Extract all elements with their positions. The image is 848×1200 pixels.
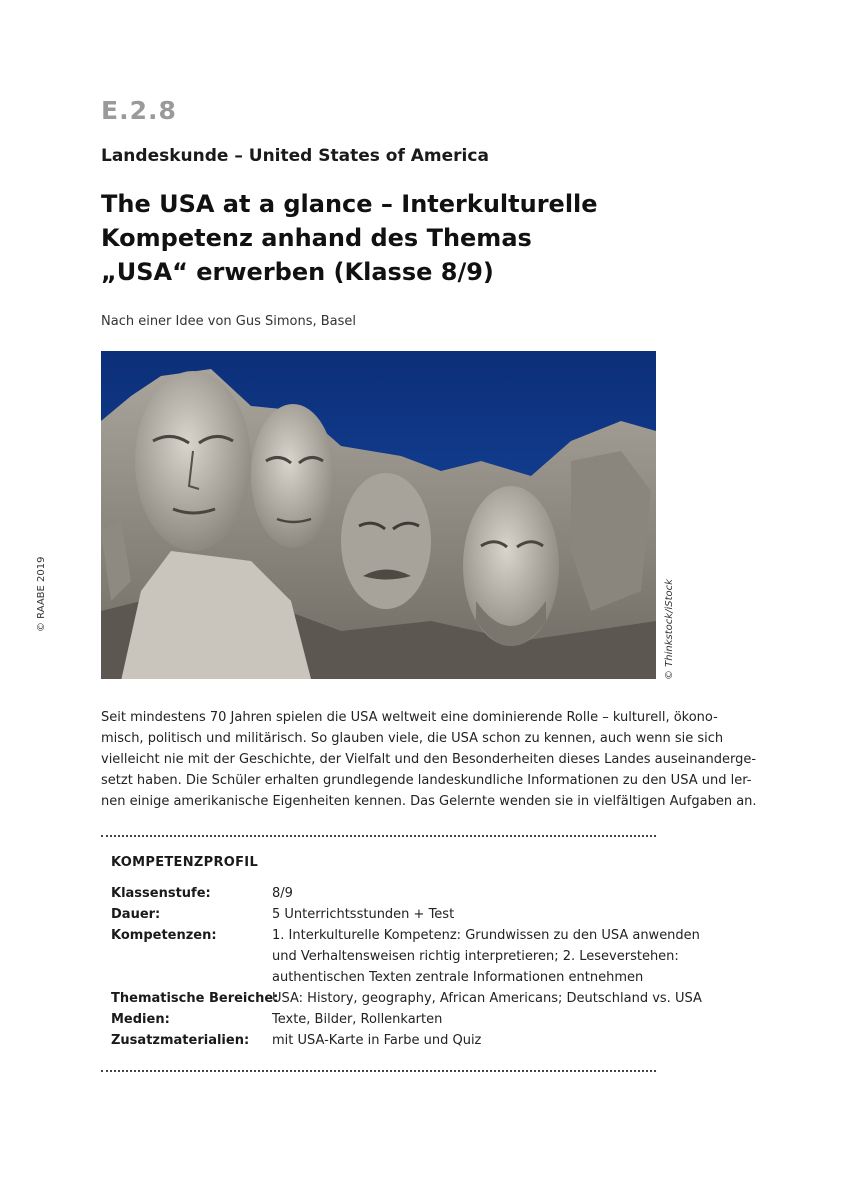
page-title	[101, 187, 661, 289]
profile-label: Thematische Bereiche:	[111, 991, 279, 1006]
profile-label: Medien:	[111, 1012, 170, 1027]
intro-line: setzt haben. Die Schüler erhalten grundlegende landeskundliche Informationen zu den USA und ler-	[101, 773, 752, 788]
profile-value: USA: History, geography, African Americans; Deutschland vs. USA	[272, 991, 702, 1006]
intro-line: vielleicht nie mit der Geschichte, der Vielfalt und den Besonderheiten dieses Landes auseinanderge-	[101, 752, 757, 767]
intro-line: Seit mindestens 70 Jahren spielen die USA weltweit eine dominierende Rolle – kulturell, ökono-	[101, 710, 718, 725]
profile-value: mit USA-Karte in Farbe und Quiz	[272, 1033, 482, 1048]
divider-top	[101, 835, 656, 837]
profile-label: Klassenstufe:	[111, 886, 211, 901]
title-line: The USA at a glance – Interkulturelle	[101, 190, 598, 218]
subtitle: Landeskunde – United States of America	[101, 146, 489, 166]
profile-value: authentischen Texten zentrale Informationen entnehmen	[272, 970, 644, 985]
intro-line: nen einige amerikanische Eigenheiten kennen. Das Gelernte wenden sie in vielfältigen Aufgaben an.	[101, 794, 757, 809]
profile-label: Kompetenzen:	[111, 928, 217, 943]
profile-value: 8/9	[272, 886, 293, 901]
intro-line: misch, politisch und militärisch. So glauben viele, die USA schon zu kennen, auch wenn sie sich	[101, 731, 724, 746]
profile-value: 5 Unterrichtsstunden + Test	[272, 907, 455, 922]
section-code: E.2.8	[101, 96, 177, 125]
title-line: Kompetenz anhand des Themas	[101, 224, 532, 252]
profile-value: 1. Interkulturelle Kompetenz: Grundwissen zu den USA anwenden	[272, 928, 700, 943]
profile-value: und Verhaltensweisen richtig interpretieren; 2. Leseverstehen:	[272, 949, 679, 964]
author-credit: Nach einer Idee von Gus Simons, Basel	[101, 314, 357, 329]
mount-rushmore-photo	[101, 351, 656, 679]
profile-label: Dauer:	[111, 907, 161, 922]
photo-illustration	[101, 351, 656, 679]
profile-value: Texte, Bilder, Rollenkarten	[272, 1012, 443, 1027]
profile-label: Zusatzmaterialien:	[111, 1033, 250, 1048]
copyright-notice: © RAABE 2019	[36, 556, 47, 632]
divider-bottom	[101, 1070, 656, 1072]
intro-paragraph	[101, 707, 757, 812]
title-line: „USA“ erwerben (Klasse 8/9)	[101, 258, 494, 286]
photo-credit: © Thinkstock/iStock	[664, 579, 675, 680]
profile-title: KOMPETENZPROFIL	[111, 855, 259, 870]
